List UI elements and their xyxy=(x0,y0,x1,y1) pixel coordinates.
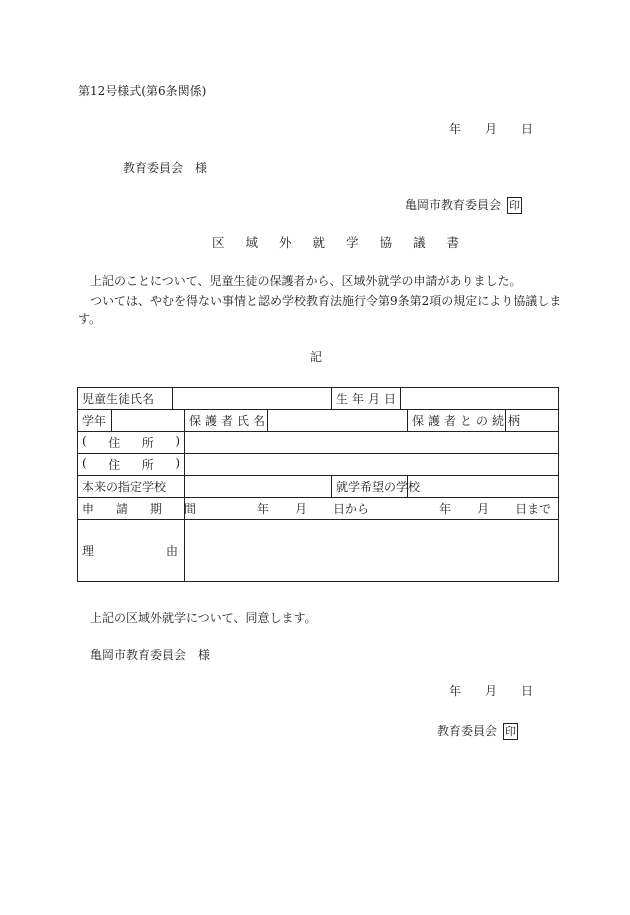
period-month-from: 月 xyxy=(295,502,308,516)
table-row-reason xyxy=(78,520,559,582)
addr-sho: 所 xyxy=(141,436,154,450)
student-name-label: 児童生徒氏名 xyxy=(78,388,173,410)
table-row-address-1 xyxy=(78,432,559,454)
period-label: 申請期間 xyxy=(78,498,185,520)
sender-line xyxy=(405,197,522,214)
period-year-to: 年 xyxy=(439,502,452,516)
address-value-1 xyxy=(185,432,559,454)
date-line-top xyxy=(449,122,533,136)
addressee: 教育委員会 様 xyxy=(123,161,208,175)
reason-ri: 理 xyxy=(82,544,95,558)
table-row-schools xyxy=(78,476,559,498)
birth-date-value xyxy=(401,388,559,410)
addr-ju: 住 xyxy=(108,458,121,472)
date-month-label: 月 xyxy=(485,122,498,136)
grade-label: 学年 xyxy=(78,410,112,432)
body-paragraph-3: す。 xyxy=(78,312,102,326)
document-title: 区域外就学協議書 xyxy=(212,235,481,250)
date-year-label: 年 xyxy=(449,122,462,136)
address-value-2 xyxy=(185,454,559,476)
body-paragraph-1: 上記のことについて、児童生徒の保護者から、区域外就学の申請がありました。 xyxy=(90,274,522,288)
table-row-name xyxy=(78,388,559,410)
table-row-period xyxy=(78,498,559,520)
reason-yu: 由 xyxy=(166,544,179,558)
reason-value xyxy=(185,520,559,582)
addr-open-paren: ( xyxy=(82,456,87,470)
period-day-to: 日まで xyxy=(515,502,552,516)
body-paragraph-2: ついては、やむを得ない事情と認め学校教育法施行令第9条第2項の規定により協議しま xyxy=(90,294,562,308)
guardian-name-value xyxy=(268,410,408,432)
addr-close-paren: ) xyxy=(175,434,180,448)
seal-mark: 印 xyxy=(505,725,517,738)
period-value xyxy=(185,498,559,520)
designated-school-label: 本来の指定学校 xyxy=(78,476,185,498)
addr-sho: 所 xyxy=(141,458,154,472)
footer-board-name: 教育委員会 xyxy=(437,724,498,738)
date-month-label: 月 xyxy=(485,684,498,698)
form-number: 第12号様式(第6条関係) xyxy=(78,84,207,98)
address-label-1 xyxy=(78,432,185,454)
guardian-name-label: 保護者氏名 xyxy=(185,410,268,432)
addr-open-paren: ( xyxy=(82,434,87,448)
date-day-label: 日 xyxy=(521,122,534,136)
date-line-bottom xyxy=(449,684,533,698)
reason-label xyxy=(78,520,185,582)
application-table xyxy=(77,387,559,582)
student-name-value xyxy=(173,388,332,410)
footer-addressee: 亀岡市教育委員会 様 xyxy=(90,648,211,662)
grade-value xyxy=(112,410,185,432)
address-label-2 xyxy=(78,454,185,476)
sender-name: 亀岡市教育委員会 xyxy=(405,198,502,212)
birth-date-label: 生年月日 xyxy=(332,388,401,410)
relation-label: 保護者との続柄 xyxy=(408,410,506,432)
period-month-to: 月 xyxy=(477,502,490,516)
seal-mark: 印 xyxy=(509,199,521,212)
period-day-from: 日から xyxy=(333,502,370,516)
date-year-label: 年 xyxy=(449,684,462,698)
ki-heading: 記 xyxy=(310,350,323,364)
agreement-text: 上記の区域外就学について、同意します。 xyxy=(90,611,317,625)
addr-ju: 住 xyxy=(108,436,121,450)
addr-close-paren: ) xyxy=(175,456,180,470)
period-year-from: 年 xyxy=(257,502,270,516)
designated-school-value xyxy=(185,476,332,498)
date-day-label: 日 xyxy=(521,684,534,698)
desired-school-label: 就学希望の学校 xyxy=(332,476,408,498)
table-row-grade xyxy=(78,410,559,432)
table-row-address-2 xyxy=(78,454,559,476)
footer-board-line xyxy=(437,723,518,740)
desired-school-value xyxy=(408,476,559,498)
